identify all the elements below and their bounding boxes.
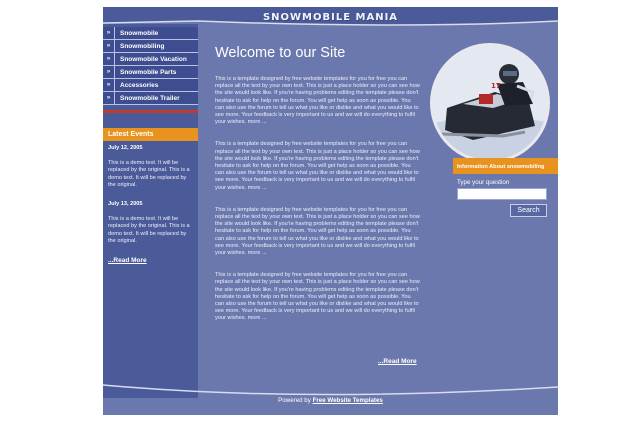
double-chevron-right-icon: » <box>103 27 115 40</box>
nav-item-snowmobile[interactable] <box>103 27 198 40</box>
events-list <box>108 145 194 265</box>
nav-item-snowmobile-parts[interactable] <box>103 66 198 79</box>
snowmobile-rider-photo <box>430 43 550 163</box>
double-chevron-right-icon: » <box>103 92 115 105</box>
main-content <box>215 45 421 338</box>
search-button[interactable]: Search <box>510 204 547 217</box>
content-paragraph: This is a template designed by free website templates for you for free you can replace all the text by your own text. This is just a place holder so you can see how the site would look like. If you're having problems editing the template please don't hesitate to ask for help on the forum. You will get help as soon as possible. You can also use the forum to tell us what you like or dislike and what you would like to see more. Your feedback is very important to us and we will do everything to fulfil your wishes. more ... <box>215 206 420 257</box>
main-read-more-link[interactable]: ...Read More <box>378 358 417 365</box>
double-chevron-right-icon: » <box>103 66 115 79</box>
nav-item-label: Accessories <box>120 81 159 89</box>
content-paragraph: This is a template designed by free website templates for you for free you can replace all the text by your own text. This is just a place holder so you can see how the site would look like. If you're having problems editing the template please don't hesitate to ask for help on the forum. You will get help as soon as possible. You can also use the forum to tell us what you like or dislike and what you would like to see more. Your feedback is very important to us and we will do everything to fulfil your wishes. more ... <box>215 76 420 126</box>
site-title: SNOWMOBILE MANIA <box>262 12 399 23</box>
events-read-more-link[interactable]: ...Read More <box>108 257 147 265</box>
nav-item-label: Snowmobile Trailer <box>120 94 180 102</box>
nav-item-accessories[interactable] <box>103 79 198 92</box>
footer-link[interactable]: Free Website Templates <box>312 397 383 404</box>
double-chevron-right-icon: » <box>103 79 115 92</box>
nav-item-label: Snowmobile Parts <box>120 68 177 76</box>
nav-item-label: Snowmobiling <box>120 42 165 50</box>
footer-prefix: Powered by <box>278 397 311 404</box>
snowmobile-rider-icon <box>433 46 547 160</box>
nav-item-snowmobiling[interactable] <box>103 40 198 53</box>
nav-item-snowmobile-vacation[interactable] <box>103 53 198 66</box>
page-container <box>103 7 558 415</box>
question-input[interactable] <box>457 188 547 200</box>
nav-item-label: Snowmobile Vacation <box>120 55 187 63</box>
svg-text:17: 17 <box>491 82 501 90</box>
nav-divider <box>103 110 198 113</box>
nav-item-label: Snowmobile <box>120 29 159 37</box>
info-title: Information About snowmobiling <box>453 158 558 174</box>
content-paragraph: This is a template designed by free website templates for you for free you can replace all the text by your own text. This is just a place holder so you can see how the site would look like. If you're having problems editing the template please don't hesitate to ask for help on the forum. You will get help as soon as possible. You can also use the forum to tell us what you like or dislike and what you would like to see more. Your feedback is very important to us and we will do everything to fulfil your wishes. more ... <box>215 272 420 322</box>
page-title: Welcome to our Site <box>215 45 346 61</box>
content-paragraph: This is a template designed by free website templates for you for free you can replace all the text by your own text. This is just a place holder so you can see how the site would look like. If you're having problems editing the template please don't hesitate to ask for help on the forum. You will get help as soon as possible. You can also use the forum to tell us what you like or dislike and what you would like to see more. Your feedback is very important to us and we will do everything to fulfil your wishes. more ... <box>215 141 420 191</box>
double-chevron-right-icon: » <box>103 53 115 66</box>
left-column <box>103 24 198 398</box>
question-label: Type your question <box>457 179 510 186</box>
event-text: This is a demo text. It will be replaced by the original. This is a demo text. It will be replaced by the original. <box>108 216 190 244</box>
nav-item-snowmobile-trailer[interactable] <box>103 92 198 105</box>
nav-menu <box>103 27 198 105</box>
footer <box>103 397 558 404</box>
events-header: Latest Events <box>103 128 198 141</box>
double-chevron-right-icon: » <box>103 40 115 53</box>
event-date: July 12, 2005 <box>108 145 143 151</box>
event-date: July 13, 2005 <box>108 201 143 208</box>
event-text: This is a demo text. It will be replaced by the original. This is a demo text. It will be replaced by the original. <box>108 160 190 188</box>
